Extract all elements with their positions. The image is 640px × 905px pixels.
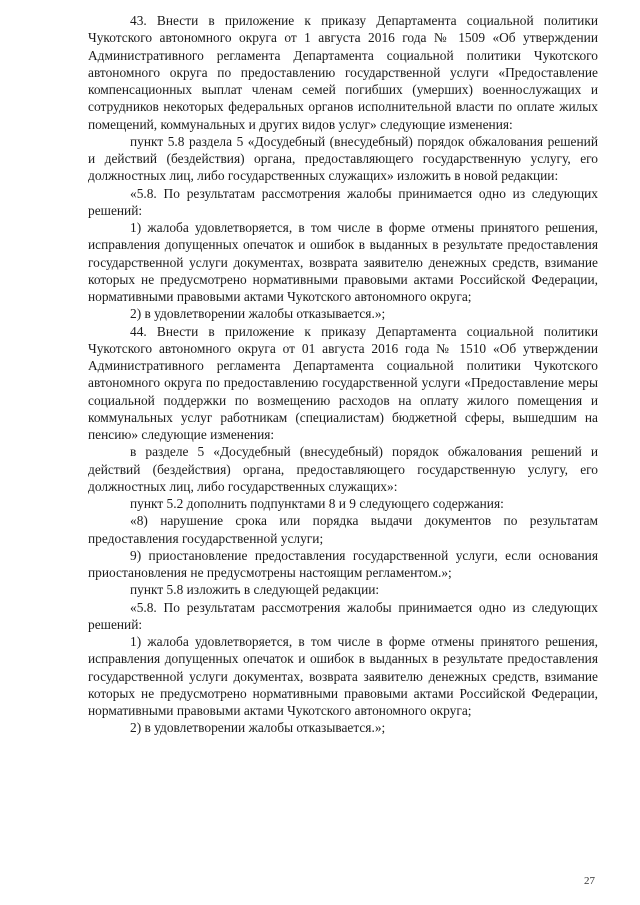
paragraph-subclause-1-2: 1) жалоба удовлетворяется, в том числе в форме отмены принятого решения, исправления допущенных опечаток и ошибок в выданных в результате предоставления государственной услуги документах, возврата заявителю денежных средств, взимание которых не предусмотрено нормативными правовыми актами Российской Федерации, нормативными правовыми актами Чукотского автономного округа; [88,634,598,718]
paragraph-item-43: 43. Внести в приложение к приказу Департамента социальной политики Чукотского автономного округа от 1 августа 2016 года № 1509 «Об утверждении Административного регламента Департамента социальной политики Чукотского автономного округа по предоставлению государственной услуги «Предоставление компенсационных выплат членам семей погибших (умерших) военнослужащих и сотрудников некоторых федеральных органов исполнительной власти по оплате жилых помещений, коммунальных и других видов услуг» следующие изменения: [88,13,598,132]
document-body [88,12,598,737]
paragraph-clause-5-8-intro: пункт 5.8 раздела 5 «Досудебный (внесудебный) порядок обжалования решений и действий (бездействия) органа, предоставляющего государственную услугу, его должностных лиц, либо государственных служащих» изложить в новой редакции: [88,133,598,184]
paragraph-item-44: 44. Внести в приложение к приказу Департамента социальной политики Чукотского автономного округа от 01 августа 2016 года № 1510 «Об утверждении Административного регламента Департамента социальной политики Чукотского автономного округа по предоставлению государственной услуги «Предоставление меры социальной поддержки по возмещению расходов на оплату жилого помещения и коммунальных услуг работникам (специалистам) бюджетной сферы, вышедшим на пенсию» следующие изменения: [88,323,598,442]
paragraph-clause-5-2: пункт 5.2 дополнить подпунктами 8 и 9 следующего содержания: [130,496,504,511]
paragraph-clause-5-8-edit: пункт 5.8 изложить в следующей редакции: [130,582,380,598]
paragraph-subclause-1: 1) жалоба удовлетворяется, в том числе в форме отмены принятого решения, исправления допущенных опечаток и ошибок в выданных в результате предоставления государственной услуги документах, возврата заявителю денежных средств, взимание которых не предусмотрено нормативными правовыми актами Российской Федерации, нормативными правовыми актами Чукотского автономного округа; [88,220,598,304]
page-number: 27 [584,875,595,887]
paragraph-section-5: в разделе 5 «Досудебный (внесудебный) порядок обжалования решений и действий (бездействия) органа, предоставляющего государственную услугу, его должностных лиц, либо государственных служащих»: [88,444,598,494]
paragraph-subclause-9: 9) приостановление предоставления государственной услуги, если основания приостановления не предусмотрены настоящим регламентом.»; [88,547,598,580]
paragraph-clause-5-8-text-2: «5.8. По результатам рассмотрения жалобы принимается одно из следующих решений: [88,599,598,632]
paragraph-subclause-2: 2) в удовлетворении жалобы отказывается.»; [130,306,386,322]
paragraph-subclause-8: «8) нарушение срока или порядка выдачи документов по результатам предоставления государственной услуги; [88,513,598,546]
paragraph-subclause-2-2: 2) в удовлетворении жалобы отказывается.»; [130,720,386,736]
paragraph-clause-5-8-text: «5.8. По результатам рассмотрения жалобы принимается одно из следующих решений: [88,185,598,218]
